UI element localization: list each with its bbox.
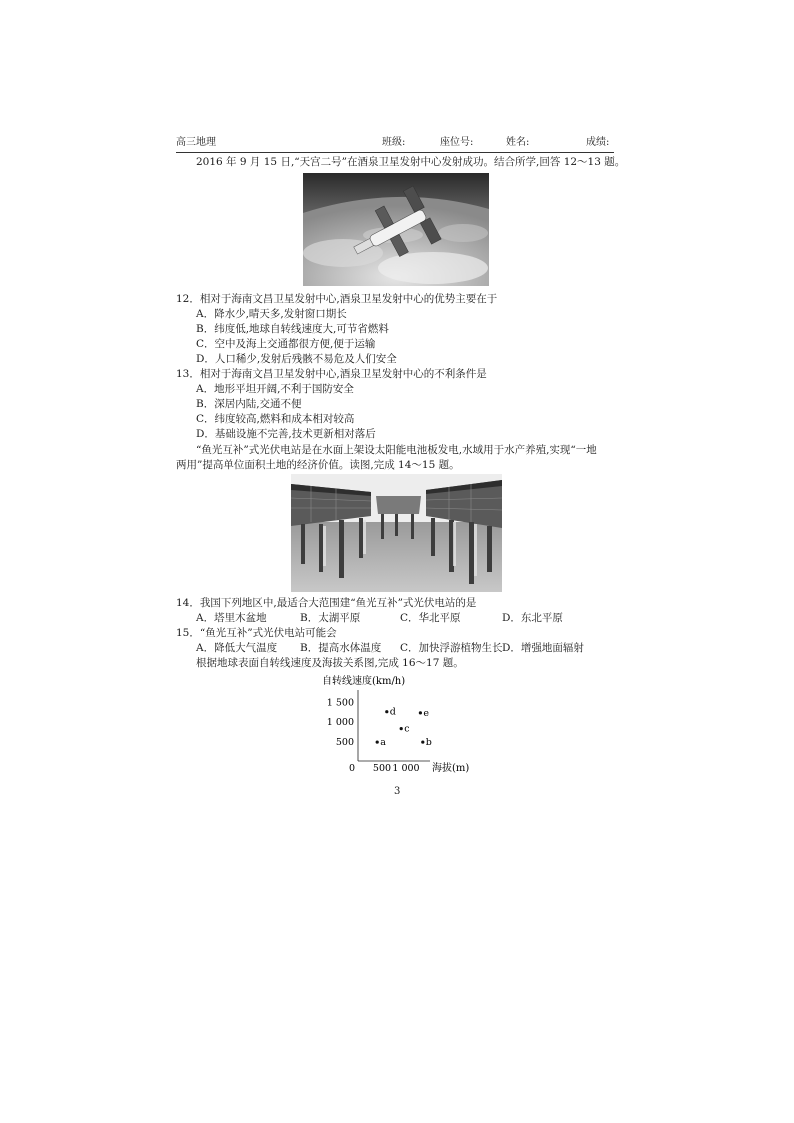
question-15-option-c: C．加快浮游植物生长 (400, 642, 503, 654)
data-point-label-a: a (380, 737, 386, 749)
question-12-option-a: A．降水少,晴天多,发射窗口期长 (196, 308, 347, 320)
data-point-label-e: e (423, 707, 430, 719)
data-point-d (385, 710, 388, 713)
intro-paragraph-2-line-1: “鱼光互补”式光伏电站是在水面上架设太阳能电池板发电,水域用于水产养殖,实现“一地 (196, 444, 597, 456)
question-12-stem: 12．相对于海南文昌卫星发射中心,酒泉卫星发射中心的优势主要在于 (176, 293, 498, 305)
question-13-option-c: C．纬度较高,燃料和成本相对较高 (196, 413, 355, 425)
rotation-speed-altitude-chart (318, 672, 478, 776)
y-tick-label: 1 000 (326, 717, 354, 729)
intro-paragraph-3: 根据地球表面自转线速度及海拔关系图,完成 16～17 题。 (196, 657, 464, 669)
subject-label: 高三地理 (176, 137, 216, 148)
question-14-option-b: B．太湖平原 (300, 612, 361, 624)
question-14-option-c: C．华北平原 (400, 612, 461, 624)
question-12-option-d: D．人口稀少,发射后残骸不易危及人们安全 (196, 353, 397, 365)
question-14-option-a: A．塔里木盆地 (196, 612, 267, 624)
question-12-option-b: B．纬度低,地球自转线速度大,可节省燃料 (196, 323, 389, 335)
name-label: 姓名: (506, 137, 530, 148)
x-axis-label: 海拔(m) (432, 763, 470, 774)
solar-station-photo (291, 474, 502, 592)
data-point-label-c: c (404, 723, 410, 735)
question-12-option-c: C．空中及海上交通都很方便,便于运输 (196, 338, 376, 350)
y-tick-label: 1 500 (326, 697, 354, 709)
y-tick-label: 500 (335, 736, 354, 748)
question-15-option-a: A．降低大气温度 (196, 642, 278, 654)
data-point-b (421, 740, 424, 743)
score-label: 成绩: (586, 137, 610, 148)
question-15-option-d: D．增强地面辐射 (502, 642, 584, 654)
intro-paragraph-1: 2016 年 9 月 15 日,“天宫二号”在酒泉卫星发射中心发射成功。结合所学,回答 12～13 题。 (196, 156, 626, 168)
data-point-c (400, 727, 403, 730)
data-point-e (419, 711, 422, 714)
tiangong-photo (303, 173, 489, 286)
question-15-stem: 15．“鱼光互补”式光伏电站可能会 (176, 627, 337, 639)
x-tick-label: 1 000 (392, 763, 420, 774)
data-point-label-b: b (425, 737, 432, 749)
question-13-stem: 13．相对于海南文昌卫星发射中心,酒泉卫星发射中心的不利条件是 (176, 368, 487, 380)
x-tick-label: 500 (372, 763, 392, 774)
question-14-stem: 14．我国下列地区中,最适合大范围建“鱼光互补”式光伏电站的是 (176, 597, 477, 609)
question-13-option-a: A．地形平坦开阔,不利于国防安全 (196, 383, 354, 395)
seat-label: 座位号: (440, 137, 474, 148)
origin-label: 0 (348, 763, 356, 774)
question-14-option-d: D．东北平原 (502, 612, 563, 624)
intro-paragraph-2-line-2: 两用”提高单位面积土地的经济价值。读图,完成 14～15 题。 (176, 459, 460, 471)
data-point-a (376, 740, 379, 743)
question-13-option-d: D．基础设施不完善,技术更新相对落后 (196, 428, 376, 440)
y-axis-label: 自转线速度(km/h) (322, 676, 406, 687)
question-13-option-b: B．深居内陆,交通不便 (196, 398, 302, 410)
page-number: 3 (394, 786, 401, 797)
question-15-option-b: B．提高水体温度 (300, 642, 382, 654)
data-point-label-d: d (389, 706, 396, 718)
page-header (176, 136, 614, 153)
class-label: 班级: (382, 137, 406, 148)
